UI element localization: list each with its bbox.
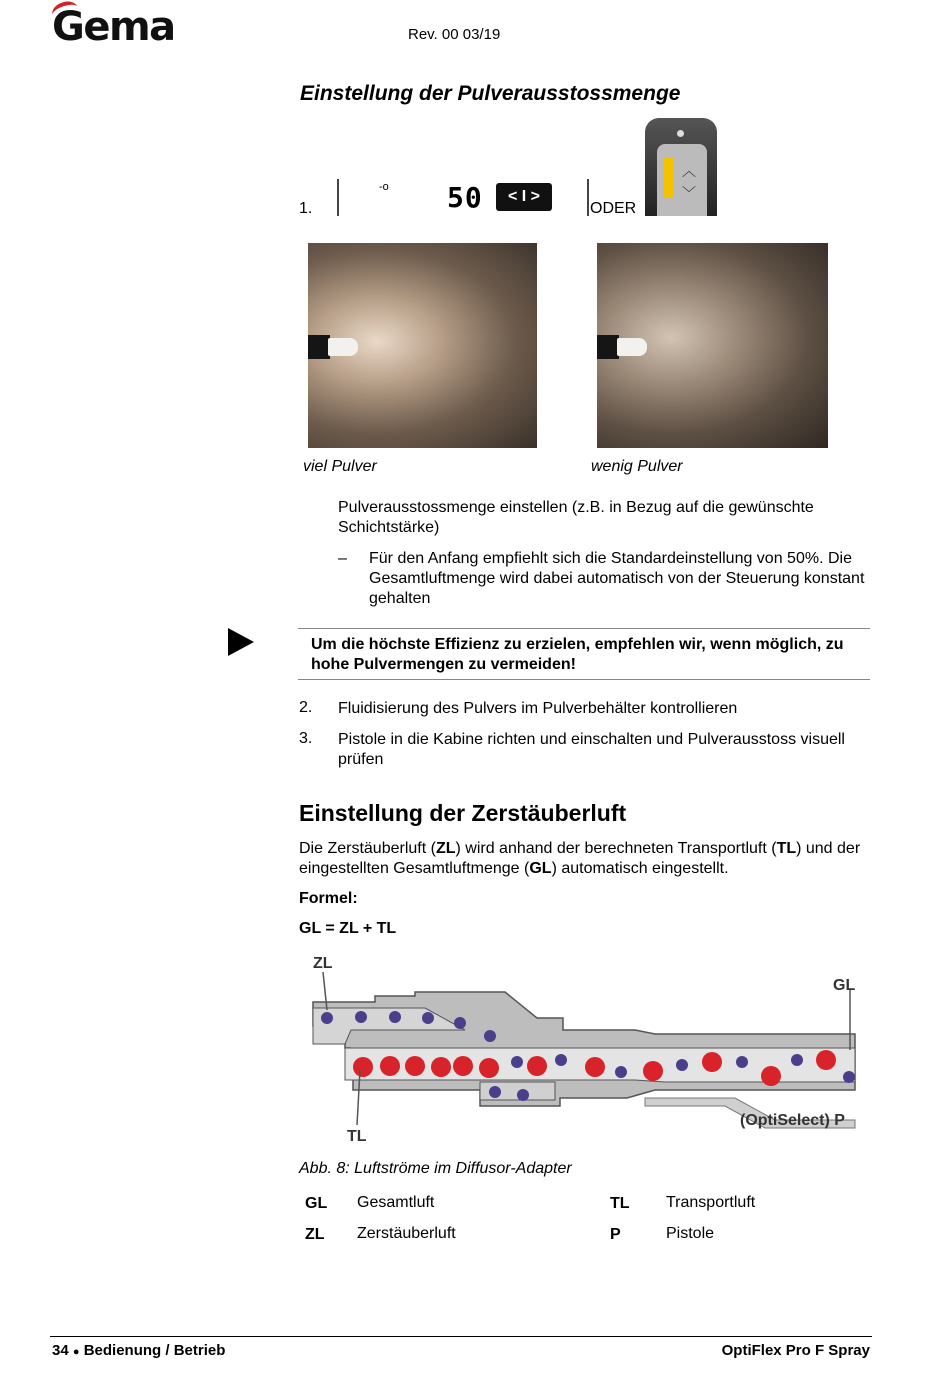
atomizer-air-particle <box>511 1056 523 1068</box>
atomizer-air-particle <box>843 1071 855 1083</box>
transport-air-particle <box>643 1061 663 1081</box>
dash-bullet: – <box>338 550 347 567</box>
transport-air-particle <box>527 1056 547 1076</box>
gema-logo: Gema <box>52 4 175 50</box>
note-top-divider <box>298 628 870 629</box>
label-zl: ZL <box>313 955 333 972</box>
atomizer-air-particle <box>791 1054 803 1066</box>
gun-remote-control <box>645 118 717 216</box>
transport-air-particle <box>816 1050 836 1070</box>
gun-barrel-icon <box>597 335 619 359</box>
legend-key-p: P <box>610 1226 621 1243</box>
note-bottom-divider <box>298 679 870 680</box>
step-1-number: 1. <box>299 200 313 217</box>
transport-air-particle <box>585 1057 605 1077</box>
transport-air-particle <box>479 1058 499 1078</box>
transport-air-particle <box>380 1056 400 1076</box>
photo-little-powder <box>597 243 828 448</box>
atomizer-air-particle <box>489 1086 501 1098</box>
footer-left: 34 ● Bedienung / Betrieb <box>52 1342 226 1359</box>
sub-instruction-text: Für den Anfang empfiehlt sich die Standardeinstellung von 50%. Die Gesamtluftmenge wird dabei automatisch von der Steuerung konstant gehalten <box>369 550 865 607</box>
atomizer-air-particle <box>422 1012 434 1024</box>
step-2-number: 2. <box>299 699 313 716</box>
gun-barrel-icon <box>308 335 330 359</box>
formula: GL = ZL + TL <box>299 920 397 937</box>
legend-key-tl: TL <box>610 1195 630 1212</box>
atomizer-air-particle <box>355 1011 367 1023</box>
legend-key-gl: GL <box>305 1195 328 1212</box>
label-gl: GL <box>833 977 856 994</box>
legend-value-zl: Zerstäuberluft <box>357 1225 456 1242</box>
yellow-strip <box>663 158 673 198</box>
note-text: Um die höchste Effizienz zu erzielen, empfehlen wir, wenn möglich, zu hohe Pulvermengen zu vermeiden! <box>311 636 844 673</box>
caption-much-powder: viel Pulver <box>303 458 377 475</box>
label-tl: TL <box>347 1128 367 1145</box>
legend-value-tl: Transportluft <box>666 1194 756 1211</box>
powder-symbol-icon: -o <box>379 181 389 193</box>
atomizer-air-particle <box>736 1056 748 1068</box>
transport-air-particle <box>431 1057 451 1077</box>
step-3-text: Pistole in die Kabine richten und einschalten und Pulverausstoss visuell prüfen <box>338 731 845 768</box>
transport-air-particle <box>702 1052 722 1072</box>
footer-divider <box>50 1336 872 1337</box>
legend-value-p: Pistole <box>666 1225 715 1242</box>
diffuser-adapter-diagram <box>305 950 865 1145</box>
transport-air-particle <box>353 1057 373 1077</box>
indicator-light-icon <box>677 130 684 137</box>
atomizer-air-particle <box>454 1017 466 1029</box>
formula-label: Formel: <box>299 890 358 907</box>
atomizer-air-particle <box>389 1011 401 1023</box>
atomizer-description: Die Zerstäuberluft (ZL) wird anhand der berechneten Transportluft (TL) und der eingestellten Gesamtluftmenge (GL) automatisch eingestellt. <box>299 840 861 877</box>
legend-key-zl: ZL <box>305 1226 325 1243</box>
control-display <box>337 179 589 216</box>
revision-label: Rev. 00 03/19 <box>408 26 501 43</box>
transport-air-particle <box>453 1056 473 1076</box>
atomizer-air-particle <box>676 1059 688 1071</box>
section-title-powder-output: Einstellung der Pulverausstossmenge <box>300 82 681 105</box>
footer-product: OptiFlex Pro F Spray <box>721 1342 870 1359</box>
adjust-button[interactable]: < I > <box>496 183 552 211</box>
instruction-text: Pulverausstossmenge einstellen (z.B. in Bezug auf die gewünschte Schichtstärke) <box>338 499 814 536</box>
nozzle-icon <box>328 338 358 356</box>
transport-air-particle <box>761 1066 781 1086</box>
atomizer-air-particle <box>517 1089 529 1101</box>
atomizer-air-particle <box>615 1066 627 1078</box>
transport-air-particle <box>405 1056 425 1076</box>
nozzle-icon <box>617 338 647 356</box>
caption-little-powder: wenig Pulver <box>591 458 683 475</box>
step-3-number: 3. <box>299 730 313 747</box>
label-optiselect: (OptiSelect) P <box>740 1112 845 1129</box>
atomizer-air-particle <box>484 1030 496 1042</box>
legend-value-gl: Gesamtluft <box>357 1194 435 1211</box>
section-title-atomizer-air: Einstellung der Zerstäuberluft <box>299 800 627 826</box>
oder-label: ODER <box>590 200 637 217</box>
up-down-arrows-icon[interactable]: ︿ ﹀ <box>682 163 696 201</box>
photo-much-powder <box>308 243 537 448</box>
atomizer-air-particle <box>321 1012 333 1024</box>
atomizer-air-particle <box>555 1054 567 1066</box>
step-2-text: Fluidisierung des Pulvers im Pulverbehälter kontrollieren <box>338 700 738 717</box>
display-value: 50 <box>447 181 483 214</box>
note-arrow-icon <box>228 628 254 656</box>
figure-caption: Abb. 8: Luftströme im Diffusor-Adapter <box>299 1160 572 1177</box>
